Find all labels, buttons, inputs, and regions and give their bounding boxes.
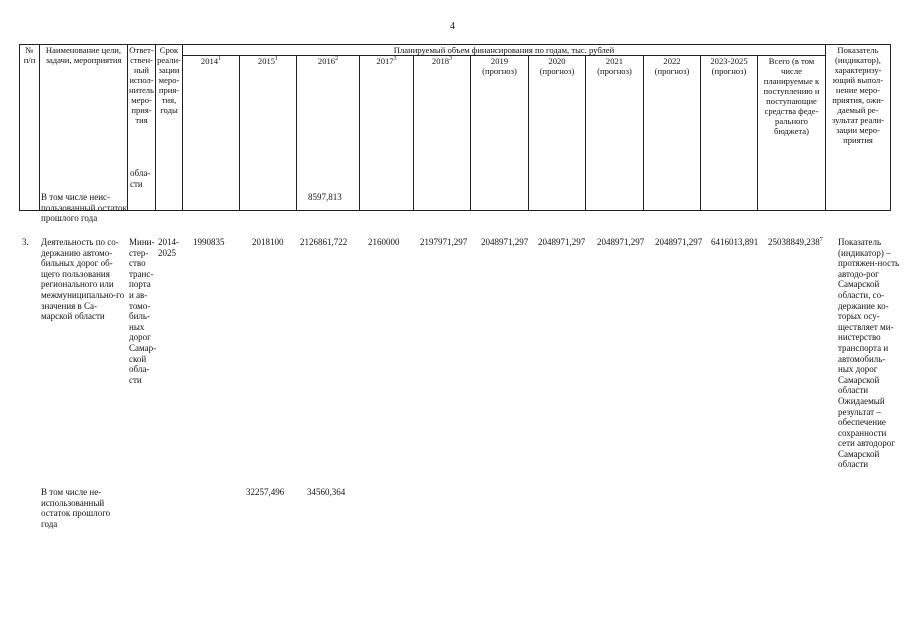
- row3-value-2017: 2160000: [368, 237, 400, 247]
- header-year-2014: 2014$^1$: [183, 56, 240, 211]
- row3-value-2015: 2018100: [252, 237, 284, 247]
- row3-total: 25038849,238$^7$: [768, 237, 823, 247]
- unused-balance-2015-2: 32257,496: [246, 487, 285, 497]
- row3-value-2019: 2048971,297: [481, 237, 529, 247]
- row3-value-2018: 2197971,297: [420, 237, 468, 247]
- header-funding-title: Планируемый объем финансирования по годам, тыс. рублей: [183, 45, 826, 56]
- row3-value-2014: 1990835: [193, 237, 225, 247]
- row3-value-2016: 2126861,722: [300, 237, 348, 247]
- unused-balance-label-2: В том числе не-использованный остаток прошлого года: [41, 487, 111, 529]
- header-indicator: Показатель (индикатор), характеризу-ющий выпол-нение меро-приятия, ожи-даемый ре-зультат реали-зации меро-приятия: [826, 45, 891, 211]
- unused-balance-2016-1: 8597,813: [308, 192, 342, 202]
- header-year-2018: 2018$^3$: [414, 56, 471, 211]
- row3-value-2022: 2048971,297: [655, 237, 703, 247]
- header-num: № п/п: [20, 45, 40, 211]
- row3-value-2020: 2048971,297: [538, 237, 586, 247]
- unused-balance-label-1: В том числе неис-пользованный остаток прошлого года: [41, 192, 127, 224]
- row3-name: Деятельность по со-держанию автомо-бильных дорог об-щего пользования регионального или межмуниципально-го значения в Са-марской области: [41, 237, 125, 322]
- header-year-2020: 2020 (прогноз): [529, 56, 586, 211]
- header-year-2017: 2017$^3$: [360, 56, 414, 211]
- header-year-2015: 2015$^1$: [240, 56, 297, 211]
- row3-term: 2014-2025: [158, 237, 179, 258]
- row3-indicator: Показатель (индикатор) – протяжен-ность автодо-рог Самарской области, со-держание ко-торых осу-ществляет ми-нистерство транспорта и автомобиль-ных дорог Самарской области Ожидаемый результат – обеспечение сохранности сети автодорог Самарской области: [838, 237, 900, 470]
- header-name: Наименование цели, задачи, мероприятия: [40, 45, 128, 211]
- previous-row-tail: обла-сти: [130, 168, 151, 189]
- row3-value-2021: 2048971,297: [597, 237, 645, 247]
- header-year-2022: 2022 (прогноз): [644, 56, 701, 211]
- row3-num: 3.: [22, 237, 29, 247]
- page-number: 4: [450, 21, 455, 32]
- header-term: Срок реали-зации меро-прия-тия, годы: [156, 45, 183, 211]
- header-responsible: Ответ-ствен-ный испол-нитель меро-прия-тия: [128, 45, 156, 211]
- unused-balance-2016-2: 34560,364: [307, 487, 346, 497]
- header-year-2021: 2021 (прогноз): [586, 56, 644, 211]
- header-total: Всего (в том числе планируемые к поступлению и поступающие средства феде-рального бюджета): [758, 56, 826, 211]
- row3-value-2023-2025: 6416013,891: [711, 237, 759, 247]
- header-year-2016: 2016$^2$: [297, 56, 360, 211]
- header-year-2019: 2019 (прогноз): [471, 56, 529, 211]
- header-year-2023-2025: 2023-2025 (прогноз): [701, 56, 758, 211]
- row3-responsible: Мини-стер-ство транс-порта и ав-томо-биль-ных дорог Самар-ской обла-сти: [129, 237, 157, 385]
